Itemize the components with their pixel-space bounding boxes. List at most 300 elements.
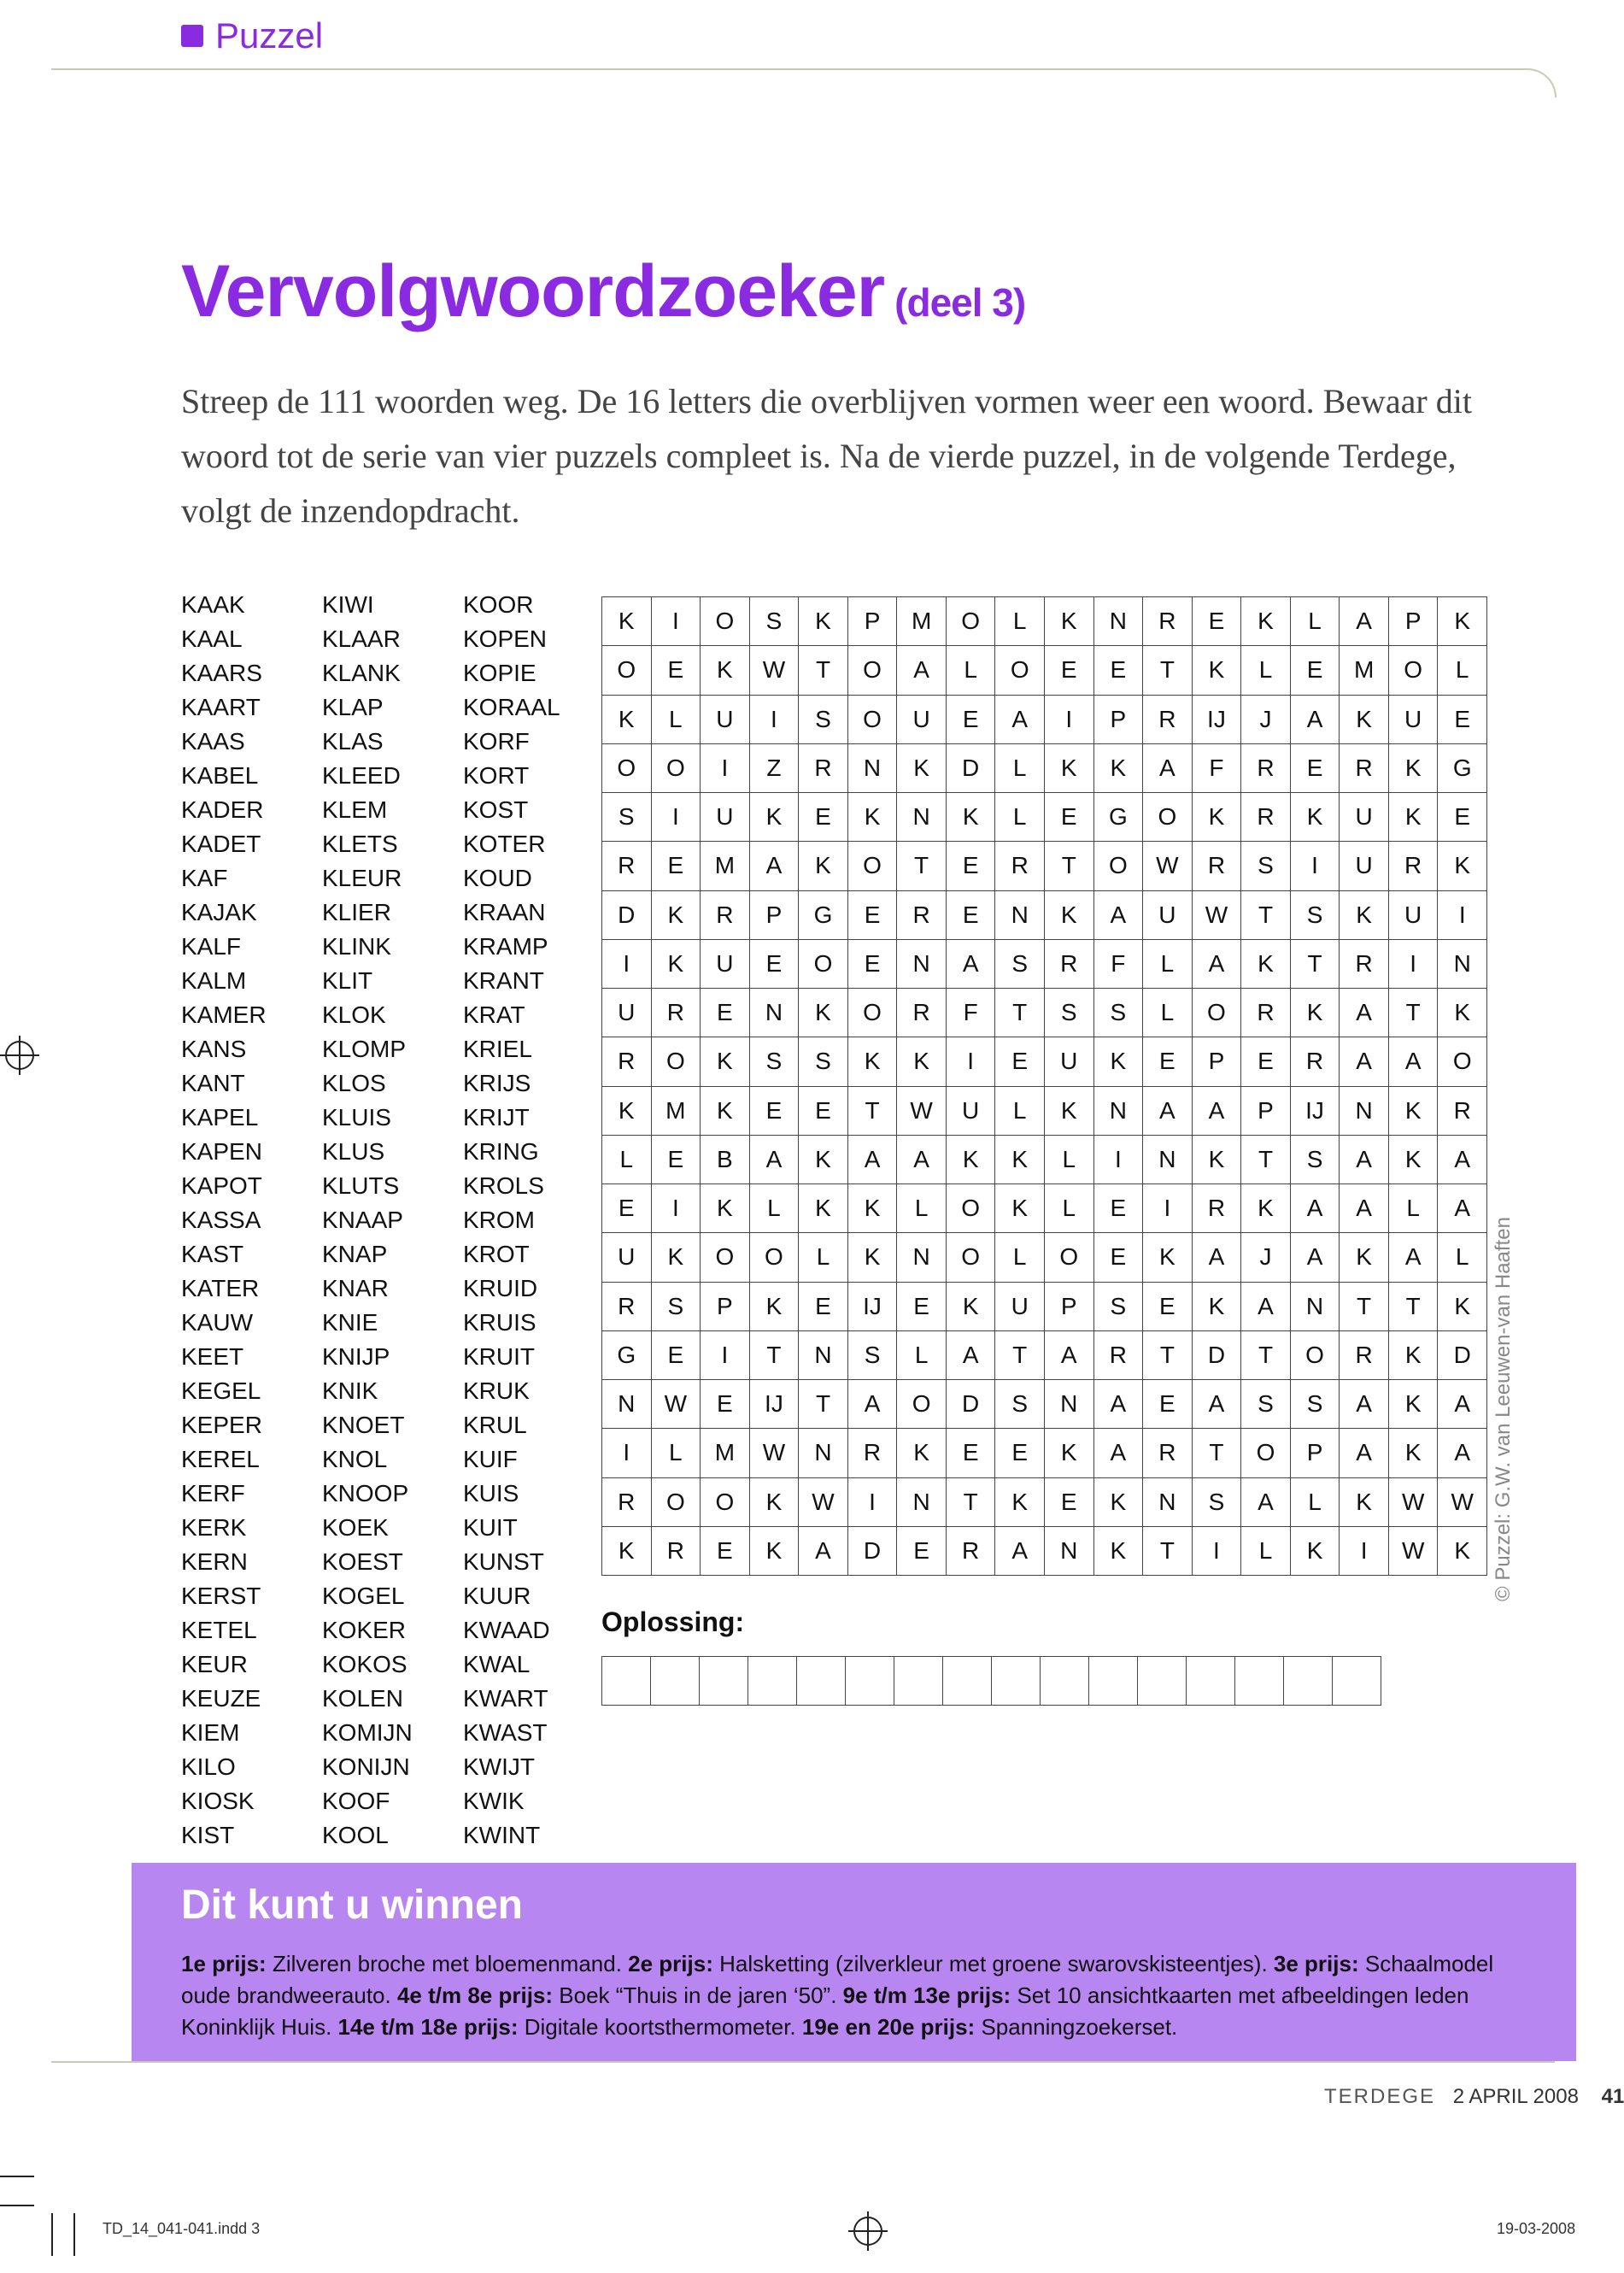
grid-cell: O <box>799 940 848 989</box>
grid-cell: L <box>1241 1527 1291 1576</box>
grid-cell: N <box>1291 1283 1340 1331</box>
grid-cell: T <box>1389 989 1439 1037</box>
grid-cell: IJ <box>1193 696 1242 744</box>
grid-cell: E <box>1291 646 1340 695</box>
grid-cell: E <box>652 1331 701 1380</box>
word-item: KLOS <box>322 1070 386 1096</box>
grid-cell: E <box>799 1283 848 1331</box>
grid-cell: W <box>1389 1478 1439 1527</box>
grid-cell: E <box>799 793 848 842</box>
word-item: KIWI <box>322 591 374 618</box>
grid-cell: K <box>1340 1478 1389 1527</box>
grid-cell: A <box>897 646 947 695</box>
grid-cell: A <box>1340 1184 1389 1233</box>
grid-cell: K <box>701 646 750 695</box>
grid-cell: R <box>1340 1331 1389 1380</box>
word-item: KAF <box>181 865 228 891</box>
word-item: KLEED <box>322 762 401 789</box>
grid-cell: P <box>1094 696 1144 744</box>
grid-cell: S <box>1045 989 1094 1037</box>
word-item: KILO <box>181 1753 236 1780</box>
grid-cell: S <box>1094 989 1144 1037</box>
word-column <box>322 588 463 1853</box>
grid-cell: T <box>1143 1527 1193 1576</box>
registration-mark-bottom-icon <box>853 2217 882 2246</box>
grid-cell: K <box>602 1527 652 1576</box>
grid-cell: P <box>701 1283 750 1331</box>
grid-cell: A <box>750 1136 800 1184</box>
grid-cell: W <box>1193 891 1242 940</box>
title-sub: (deel 3) <box>894 280 1026 325</box>
grid-cell: U <box>947 1087 996 1136</box>
word-item: KNOOP <box>322 1480 409 1507</box>
grid-cell: N <box>897 1233 947 1282</box>
solution-box[interactable] <box>797 1656 846 1706</box>
grid-cell: U <box>701 793 750 842</box>
grid-cell: E <box>947 891 996 940</box>
grid-cell: K <box>750 1478 800 1527</box>
word-item: KERF <box>181 1480 245 1507</box>
registration-mark-left-icon <box>5 1041 34 1070</box>
grid-cell: L <box>1438 1233 1487 1282</box>
prize-label: 2e prijs: <box>628 1951 713 1976</box>
grid-cell: S <box>1193 1478 1242 1527</box>
grid-cell: N <box>1094 1087 1144 1136</box>
solution-box[interactable] <box>1041 1656 1089 1706</box>
grid-cell: L <box>1241 646 1291 695</box>
grid-cell: R <box>1045 940 1094 989</box>
grid-cell: K <box>1340 696 1389 744</box>
section-label: Puzzel <box>215 15 324 56</box>
word-item: KOOF <box>322 1788 390 1814</box>
grid-cell: K <box>652 1233 701 1282</box>
word-item: KADER <box>181 796 264 823</box>
grid-cell: R <box>602 1283 652 1331</box>
word-item: KAAS <box>181 728 245 755</box>
grid-cell: K <box>1438 842 1487 890</box>
grid-cell: I <box>602 940 652 989</box>
grid-cell: L <box>1389 1184 1439 1233</box>
grid-cell: K <box>1340 891 1389 940</box>
word-item: KLIT <box>322 967 373 994</box>
word-item: KWINT <box>463 1822 541 1848</box>
word-item: KAPOT <box>181 1172 262 1199</box>
grid-cell: E <box>652 842 701 890</box>
grid-cell: K <box>848 1037 898 1086</box>
grid-cell: K <box>1094 744 1144 793</box>
grid-cell: T <box>1045 842 1094 890</box>
word-item: KRIEL <box>463 1036 532 1062</box>
grid-cell: L <box>750 1184 800 1233</box>
solution-box[interactable] <box>1187 1656 1235 1706</box>
grid-cell: E <box>1193 597 1242 646</box>
word-item: KALM <box>181 967 247 994</box>
grid-cell: I <box>1094 1136 1144 1184</box>
word-list <box>181 588 604 1853</box>
solution-label: Oplossing: <box>601 1606 745 1637</box>
grid-cell: B <box>701 1136 750 1184</box>
grid-cell: E <box>652 1136 701 1184</box>
grid-cell: R <box>602 842 652 890</box>
solution-box[interactable] <box>894 1656 943 1706</box>
grid-cell: A <box>1291 696 1340 744</box>
grid-cell: D <box>947 744 996 793</box>
word-item: KRUL <box>463 1412 527 1438</box>
word-item: KOPEN <box>463 626 548 652</box>
grid-cell: S <box>848 1331 898 1380</box>
grid-cell: Z <box>750 744 800 793</box>
grid-cell: A <box>1389 1037 1439 1086</box>
grid-cell: U <box>995 1283 1045 1331</box>
grid-cell: N <box>1340 1087 1389 1136</box>
grid-cell: D <box>1438 1331 1487 1380</box>
word-item: KRING <box>463 1138 539 1165</box>
grid-cell: N <box>848 744 898 793</box>
word-item: KWIJT <box>463 1753 535 1780</box>
grid-cell: E <box>1438 793 1487 842</box>
grid-cell: L <box>1438 646 1487 695</box>
grid-cell: IJ <box>848 1283 898 1331</box>
grid-cell: T <box>1340 1283 1389 1331</box>
solution-box[interactable] <box>1333 1656 1381 1706</box>
grid-cell: I <box>1045 696 1094 744</box>
word-item: KLAS <box>322 728 384 755</box>
slug-file: TD_14_041-041.indd 3 <box>103 2220 261 2237</box>
grid-cell: K <box>1389 1136 1439 1184</box>
grid-cell: S <box>995 940 1045 989</box>
solution-box[interactable] <box>943 1656 992 1706</box>
grid-cell: A <box>848 1136 898 1184</box>
grid-cell: N <box>799 1429 848 1477</box>
solution-box[interactable] <box>992 1656 1041 1706</box>
grid-cell: K <box>1193 1136 1242 1184</box>
grid-cell: K <box>848 1233 898 1282</box>
grid-cell: U <box>1340 842 1389 890</box>
word-item: KLEM <box>322 796 388 823</box>
solution-box[interactable] <box>1138 1656 1187 1706</box>
grid-cell: A <box>1438 1429 1487 1477</box>
grid-cell: R <box>897 891 947 940</box>
grid-cell: T <box>1389 1283 1439 1331</box>
grid-cell: K <box>947 1283 996 1331</box>
grid-cell: A <box>947 940 996 989</box>
word-item: KANS <box>181 1036 247 1062</box>
grid-cell: E <box>652 646 701 695</box>
grid-cell: K <box>1094 1527 1144 1576</box>
solution-box[interactable] <box>1235 1656 1284 1706</box>
grid-cell: K <box>1438 989 1487 1037</box>
grid-cell: I <box>848 1478 898 1527</box>
grid-cell: E <box>1438 696 1487 744</box>
word-item: KLEUR <box>322 865 402 891</box>
grid-cell: E <box>750 940 800 989</box>
grid-cell: A <box>1340 989 1389 1037</box>
grid-cell: R <box>947 1527 996 1576</box>
solution-box[interactable] <box>846 1656 894 1706</box>
grid-cell: R <box>1241 744 1291 793</box>
grid-cell: I <box>701 1331 750 1380</box>
grid-cell: O <box>848 696 898 744</box>
word-item: KUNST <box>463 1548 544 1575</box>
solution-box[interactable] <box>602 1656 651 1706</box>
solution-box[interactable] <box>700 1656 748 1706</box>
word-item: KEPER <box>181 1412 262 1438</box>
grid-cell: P <box>1241 1087 1291 1136</box>
grid-cell: L <box>995 744 1045 793</box>
grid-cell: R <box>701 891 750 940</box>
grid-cell: I <box>602 1429 652 1477</box>
grid-cell: M <box>1340 646 1389 695</box>
grid-cell: R <box>1340 940 1389 989</box>
grid-cell: M <box>652 1087 701 1136</box>
grid-cell: K <box>652 891 701 940</box>
word-item: KRANT <box>463 967 544 994</box>
grid-cell: E <box>1291 744 1340 793</box>
word-item: KOKOS <box>322 1651 407 1677</box>
grid-cell: K <box>701 1184 750 1233</box>
grid-cell: A <box>1241 1478 1291 1527</box>
grid-cell: I <box>947 1037 996 1086</box>
word-item: KEGEL <box>181 1377 261 1404</box>
grid-cell: S <box>1241 1380 1291 1429</box>
grid-cell: A <box>1143 1087 1193 1136</box>
grid-cell: D <box>1193 1331 1242 1380</box>
grid-cell: S <box>1094 1283 1144 1331</box>
grid-cell: A <box>799 1527 848 1576</box>
grid-cell: A <box>995 1527 1045 1576</box>
word-item: KOUD <box>463 865 532 891</box>
grid-cell: IJ <box>750 1380 800 1429</box>
word-item: KWART <box>463 1685 548 1712</box>
grid-cell: O <box>995 646 1045 695</box>
grid-cell: E <box>1045 646 1094 695</box>
word-item: KOGEL <box>322 1583 405 1609</box>
word-item: KRAT <box>463 1001 525 1028</box>
grid-cell: K <box>1291 1527 1340 1576</box>
grid-cell: O <box>1193 989 1242 1037</box>
grid-cell: O <box>848 646 898 695</box>
word-item: KAAL <box>181 626 243 652</box>
word-item: KLIER <box>322 899 391 925</box>
grid-cell: E <box>897 1527 947 1576</box>
grid-cell: A <box>1291 1233 1340 1282</box>
grid-cell: T <box>1241 1331 1291 1380</box>
grid-cell: O <box>1241 1429 1291 1477</box>
grid-cell: S <box>1291 1136 1340 1184</box>
word-item: KROM <box>463 1207 535 1233</box>
grid-cell: K <box>1193 1283 1242 1331</box>
grid-cell: A <box>1094 1380 1144 1429</box>
grid-cell: A <box>1340 1136 1389 1184</box>
grid-cell: T <box>995 1331 1045 1380</box>
grid-cell: O <box>750 1233 800 1282</box>
solution-boxes <box>601 1656 1381 1706</box>
grid-cell: K <box>1340 1233 1389 1282</box>
word-item: KLANK <box>322 660 401 686</box>
grid-cell: U <box>1389 891 1439 940</box>
grid-cell: R <box>1241 793 1291 842</box>
grid-cell: K <box>1241 597 1291 646</box>
solution-box[interactable] <box>1284 1656 1333 1706</box>
grid-cell: K <box>799 1184 848 1233</box>
grid-cell: I <box>1389 940 1439 989</box>
grid-cell: IJ <box>1291 1087 1340 1136</box>
grid-cell: N <box>897 940 947 989</box>
grid-cell: K <box>1045 1429 1094 1477</box>
grid-cell: W <box>1438 1478 1487 1527</box>
grid-cell: K <box>1193 646 1242 695</box>
grid-cell: K <box>1094 1037 1144 1086</box>
grid-cell: E <box>947 842 996 890</box>
grid-cell: D <box>602 891 652 940</box>
word-item: KNAR <box>322 1275 389 1301</box>
word-item: KWAAD <box>463 1617 550 1643</box>
grid-cell: R <box>1193 1184 1242 1233</box>
grid-cell: A <box>1340 597 1389 646</box>
grid-cell: G <box>1438 744 1487 793</box>
grid-cell: K <box>1389 744 1439 793</box>
word-item: KEREL <box>181 1446 260 1472</box>
grid-cell: A <box>1438 1380 1487 1429</box>
grid-cell: S <box>1291 891 1340 940</box>
grid-cell: O <box>1143 793 1193 842</box>
grid-cell: W <box>750 646 800 695</box>
grid-cell: M <box>701 1429 750 1477</box>
word-item: KANT <box>181 1070 245 1096</box>
grid-cell: E <box>848 940 898 989</box>
word-column <box>181 588 322 1853</box>
grid-cell: R <box>1438 1087 1487 1136</box>
grid-cell: A <box>1340 1037 1389 1086</box>
grid-cell: E <box>947 696 996 744</box>
grid-cell: E <box>1094 1233 1144 1282</box>
grid-cell: I <box>701 744 750 793</box>
grid-cell: I <box>1291 842 1340 890</box>
word-item: KAUW <box>181 1309 253 1336</box>
grid-cell: I <box>652 1184 701 1233</box>
solution-box[interactable] <box>748 1656 797 1706</box>
crop-mark-icon <box>0 2205 34 2206</box>
grid-cell: L <box>1291 1478 1340 1527</box>
grid-cell: K <box>701 1087 750 1136</box>
grid-cell: E <box>1045 1478 1094 1527</box>
grid-cell: F <box>947 989 996 1037</box>
prize-text: Halsketting (zilverkleur met groene swarovskisteentjes). <box>712 1951 1274 1976</box>
prize-list <box>181 1948 1531 2043</box>
word-item: KNIK <box>322 1377 378 1404</box>
grid-cell: T <box>1291 940 1340 989</box>
grid-cell: T <box>799 646 848 695</box>
word-item: KRUIT <box>463 1343 535 1370</box>
word-item: KABEL <box>181 762 259 789</box>
grid-cell: L <box>799 1233 848 1282</box>
grid-cell: K <box>1045 891 1094 940</box>
word-item: KLINK <box>322 933 391 960</box>
prize-text: Set 10 ansichtkaarten met afbeeldingen leden Koninklijk Huis. <box>181 1982 1469 2040</box>
solution-box[interactable] <box>1089 1656 1138 1706</box>
grid-cell: O <box>947 1233 996 1282</box>
grid-cell: R <box>602 1037 652 1086</box>
grid-cell: M <box>897 597 947 646</box>
word-item: KWIK <box>463 1788 525 1814</box>
grid-cell: M <box>701 842 750 890</box>
grid-cell: S <box>995 1380 1045 1429</box>
grid-cell: I <box>1143 1184 1193 1233</box>
word-item: KAAK <box>181 591 245 618</box>
grid-cell: A <box>1045 1331 1094 1380</box>
grid-cell: E <box>897 1283 947 1331</box>
grid-cell: I <box>652 597 701 646</box>
prize-label: 14e t/m 18e prijs: <box>337 2014 519 2040</box>
grid-cell: K <box>1241 940 1291 989</box>
word-item: KIST <box>181 1822 235 1848</box>
grid-cell: L <box>1045 1184 1094 1233</box>
grid-cell: R <box>652 1527 701 1576</box>
grid-cell: A <box>750 842 800 890</box>
word-item: KEUR <box>181 1651 248 1677</box>
grid-cell: U <box>701 696 750 744</box>
grid-cell: A <box>1094 891 1144 940</box>
grid-cell: O <box>701 1233 750 1282</box>
grid-cell: K <box>602 597 652 646</box>
grid-cell: L <box>995 597 1045 646</box>
word-item: KOEK <box>322 1514 389 1541</box>
grid-cell: N <box>1045 1527 1094 1576</box>
grid-cell: L <box>1291 597 1340 646</box>
section-tag <box>181 15 323 56</box>
grid-cell: U <box>602 989 652 1037</box>
grid-cell: I <box>1438 891 1487 940</box>
word-item: KLAP <box>322 694 384 720</box>
prize-text: Digitale koortsthermometer. <box>518 2014 802 2040</box>
grid-cell: O <box>1045 1233 1094 1282</box>
solution-box[interactable] <box>651 1656 700 1706</box>
grid-cell: S <box>652 1283 701 1331</box>
word-item: KRUIS <box>463 1309 536 1336</box>
grid-cell: I <box>1193 1527 1242 1576</box>
grid-cell: T <box>750 1331 800 1380</box>
word-item: KALF <box>181 933 242 960</box>
word-item: KORT <box>463 762 530 789</box>
grid-cell: E <box>602 1184 652 1233</box>
grid-cell: K <box>1143 1233 1193 1282</box>
word-item: KROT <box>463 1241 530 1267</box>
grid-cell: S <box>1291 1380 1340 1429</box>
page-number: 41 <box>1601 2085 1624 2108</box>
grid-cell: O <box>602 744 652 793</box>
grid-cell: K <box>897 744 947 793</box>
grid-cell: L <box>602 1136 652 1184</box>
grid-cell: O <box>1389 646 1439 695</box>
grid-cell: R <box>602 1478 652 1527</box>
word-item: KOMIJN <box>322 1719 413 1746</box>
grid-cell: K <box>1438 1283 1487 1331</box>
grid-cell: A <box>1291 1184 1340 1233</box>
grid-cell: R <box>1143 1429 1193 1477</box>
grid-cell: P <box>1389 597 1439 646</box>
grid-cell: T <box>799 1380 848 1429</box>
grid-cell: U <box>701 940 750 989</box>
grid-cell: W <box>652 1380 701 1429</box>
puzzle-credit: © Puzzel: G.W. van Leeuwen-van Haaften <box>1492 1217 1515 1601</box>
crop-mark-icon <box>73 2213 75 2256</box>
grid-cell: E <box>995 1429 1045 1477</box>
footer-brand: TERDEGE <box>1324 2085 1436 2108</box>
grid-cell: K <box>1045 597 1094 646</box>
grid-cell: A <box>1241 1283 1291 1331</box>
grid-cell: E <box>1241 1037 1291 1086</box>
word-item: KUIS <box>463 1480 519 1507</box>
